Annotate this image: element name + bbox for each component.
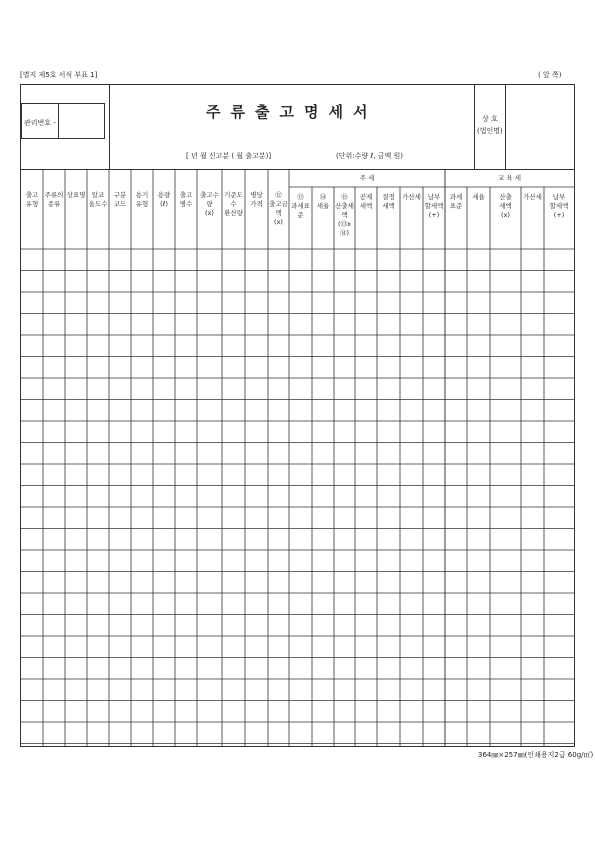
column-header: 주류의 종류: [44, 191, 64, 208]
column-header: 가산세: [523, 193, 542, 201]
column-header: 과세 표준: [449, 193, 463, 210]
form-table: [20, 84, 575, 747]
column-header: ⑫ 출고금액 (x): [269, 191, 288, 226]
education-tax-group: 교 육 세: [498, 174, 521, 182]
column-header: 결정 세액: [382, 193, 395, 210]
column-header: ⑭ 세율: [316, 193, 330, 210]
period-line: [ 년 월 신고분 ( 월 출고분)]: [186, 152, 272, 160]
document-title: 주류출고명세서: [206, 103, 378, 121]
data-grid: [21, 169, 574, 746]
column-header: 출고 유형: [25, 191, 39, 208]
column-header: 공제 세액: [359, 193, 373, 210]
corporate-label: (법인명): [477, 127, 503, 135]
form-reference: [별지 제5호 서식 부표 1]: [20, 71, 98, 79]
company-label: 상 호: [482, 115, 498, 123]
column-header: ⑬ 과세표준: [291, 193, 310, 219]
company-name-label: [477, 113, 503, 137]
column-header: ⑮ 산출세액 (⑬x⑭): [335, 193, 354, 237]
column-header: 납부 할세액 (+): [424, 193, 444, 219]
column-header: 상표명: [66, 191, 86, 199]
form-header: [21, 85, 574, 170]
column-header: 용기 유형: [135, 191, 149, 208]
unit-line: (단위:수량 ℓ, 금액 원): [336, 152, 403, 160]
column-header: 기준도수 환산량: [224, 191, 243, 217]
column-header: 출고 병수: [179, 191, 193, 208]
column-header: 가산세: [402, 193, 421, 201]
management-number-box: [21, 103, 105, 139]
column-header: 병당 가격: [250, 191, 263, 208]
column-header: 알코 올도수: [88, 191, 108, 208]
column-header: 산출 세액 (x): [499, 193, 512, 219]
paper-spec: 364㎜×257㎜(인쇄용지2급 60g/㎡): [478, 751, 594, 759]
column-header: 출고수량 (x): [200, 191, 219, 217]
management-number-label: 관리번호 -: [24, 119, 56, 127]
column-header: 세율: [472, 193, 485, 201]
page-side: ( 앞 쪽): [538, 71, 562, 79]
column-header: 용량 (ℓ): [157, 191, 171, 208]
column-header: 납부 할세액 (+): [549, 193, 569, 219]
main-tax-group: 주 세: [359, 174, 375, 182]
column-header: 구분 코드: [113, 191, 127, 208]
